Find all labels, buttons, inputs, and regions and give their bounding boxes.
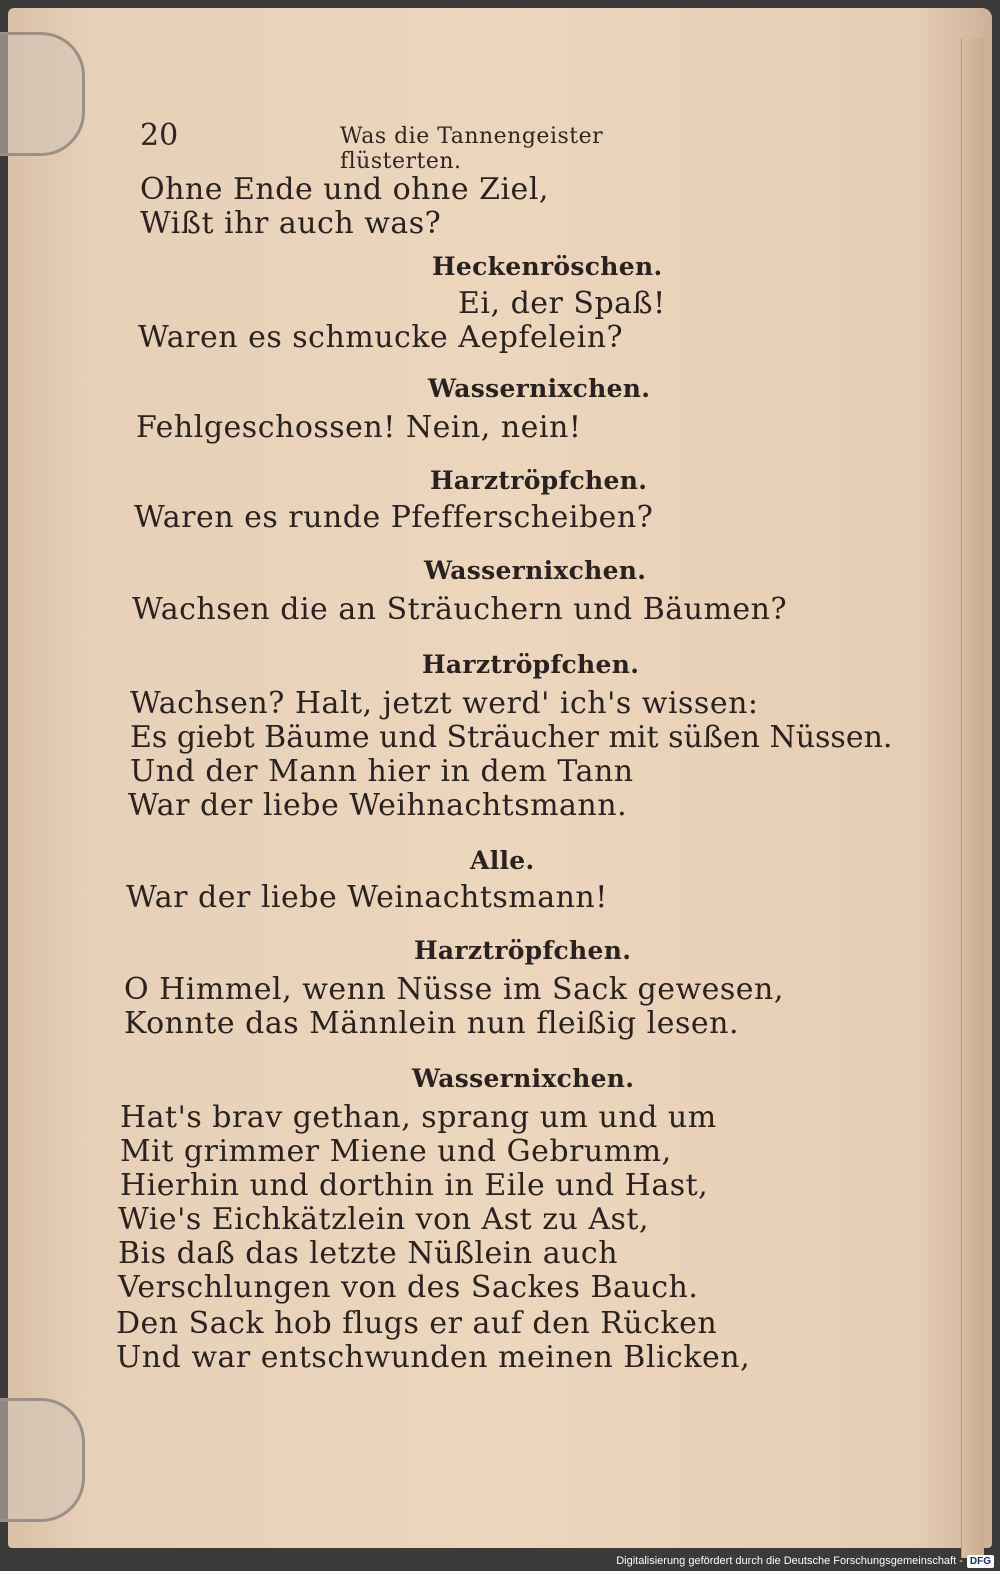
verse-line: Ohne Ende und ohne Ziel, xyxy=(140,172,549,207)
speaker-name: Harztröpfchen. xyxy=(422,650,640,679)
verse-line: Es giebt Bäume und Sträucher mit süßen Nüssen. xyxy=(130,720,893,755)
running-title: Was die Tannengeister flüsterten. xyxy=(340,124,604,174)
verse-line: Verschlungen von des Sackes Bauch. xyxy=(118,1270,699,1305)
verse-line: War der liebe Weihnachtsmann. xyxy=(128,788,628,823)
verse-line: Mit grimmer Miene und Gebrumm, xyxy=(120,1134,672,1169)
speaker-name: Wassernixchen. xyxy=(428,374,651,403)
verse-line: Den Sack hob flugs er auf den Rücken xyxy=(116,1306,718,1341)
speaker-name: Alle. xyxy=(470,846,535,875)
speaker-name: Wassernixchen. xyxy=(412,1064,635,1093)
verse-line: War der liebe Weinachtsmann! xyxy=(126,880,608,915)
dfg-logo: DFG xyxy=(967,1555,994,1568)
verse-line: Wißt ihr auch was? xyxy=(140,206,442,241)
verse-line: Fehlgeschossen! Nein, nein! xyxy=(136,410,582,445)
verse-line: Hat's brav gethan, sprang um und um xyxy=(120,1100,717,1135)
verse-line: Waren es schmucke Aepfelein? xyxy=(138,320,624,355)
page-number: 20 xyxy=(140,118,179,153)
digitization-footer xyxy=(616,1553,994,1569)
running-head xyxy=(140,118,700,174)
verse-line: Wie's Eichkätzlein von Ast zu Ast, xyxy=(118,1202,650,1237)
speaker-name: Wassernixchen. xyxy=(424,556,647,585)
speaker-name: Harztröpfchen. xyxy=(430,466,648,495)
verse-line: Und der Mann hier in dem Tann xyxy=(130,754,634,789)
verse-line: Wachsen die an Sträuchern und Bäumen? xyxy=(132,592,788,627)
verse-line: Und war entschwunden meinen Blicken, xyxy=(116,1340,751,1375)
funding-credit: Digitalisierung gefördert durch die Deutsche Forschungsgemeinschaft - xyxy=(616,1555,963,1567)
verse-line: Konnte das Männlein nun fleißig lesen. xyxy=(124,1006,740,1041)
verse-line: Bis daß das letzte Nüßlein auch xyxy=(118,1236,619,1271)
binder-ring-bottom xyxy=(0,1398,85,1522)
verse-line: Ei, der Spaß! xyxy=(458,286,666,321)
speaker-name: Heckenröschen. xyxy=(432,252,663,281)
speaker-name: Harztröpfchen. xyxy=(414,936,632,965)
verse-line: Hierhin und dorthin in Eile und Hast, xyxy=(120,1168,709,1203)
page-edge xyxy=(961,38,984,1558)
verse-line: Waren es runde Pfefferscheiben? xyxy=(134,500,654,535)
verse-line: Wachsen? Halt, jetzt werd' ich's wissen: xyxy=(130,686,759,721)
verse-line: O Himmel, wenn Nüsse im Sack gewesen, xyxy=(124,972,784,1007)
binder-ring-top xyxy=(0,32,85,156)
